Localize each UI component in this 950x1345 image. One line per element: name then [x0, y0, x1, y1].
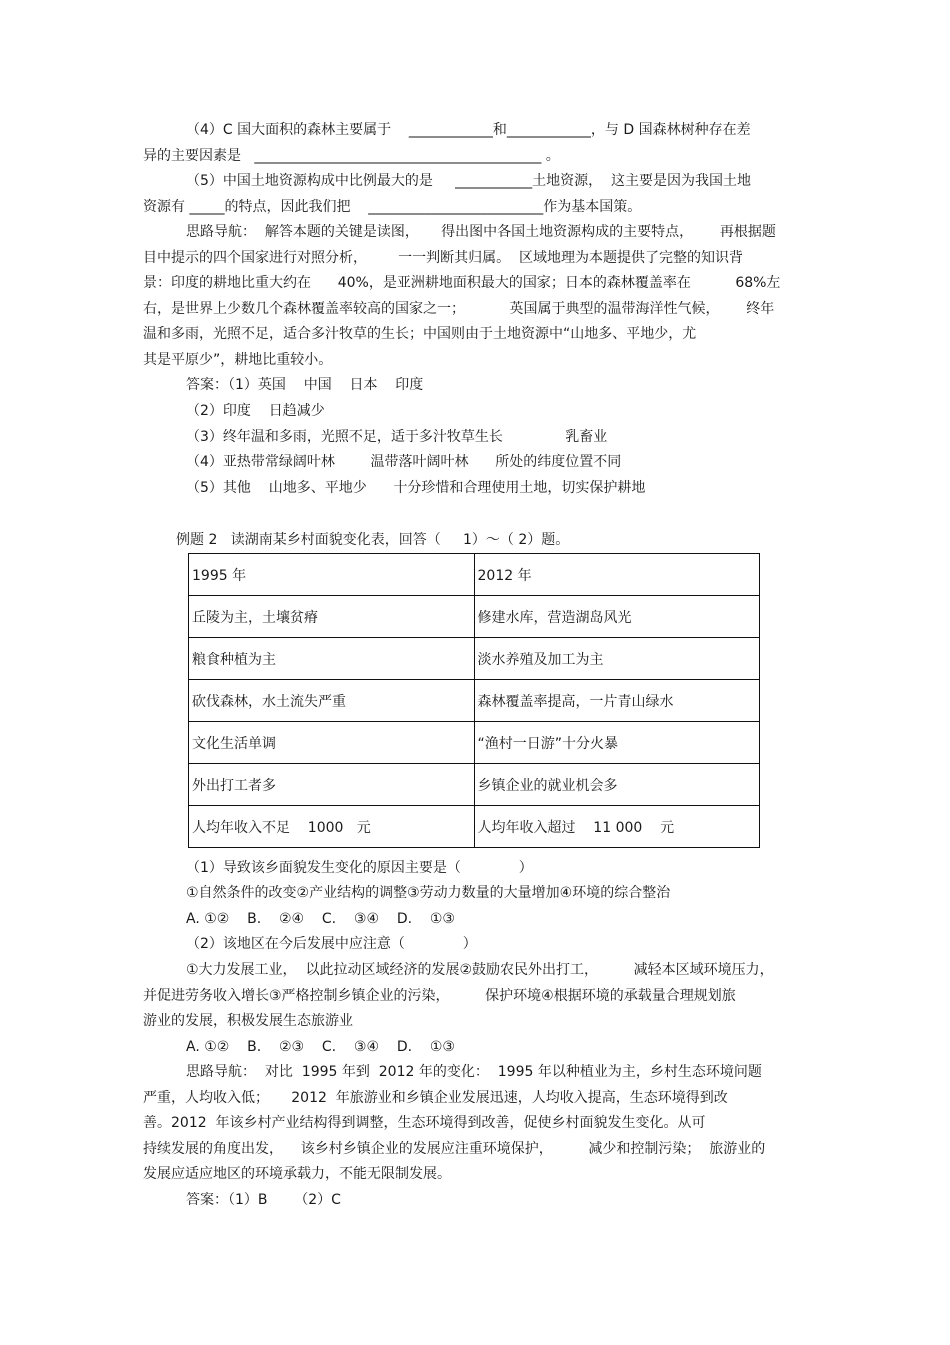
table-row [189, 680, 760, 722]
table-row [189, 554, 760, 596]
text-line: 发展应适应地区的环境承载力，不能无限制发展。 [143, 1166, 451, 1182]
text-line: 异的主要因素是 _________________________________________ 。 [143, 148, 560, 164]
table-cell: 人均年收入超过 11 000 元 [474, 806, 760, 848]
table-row [189, 806, 760, 848]
text-line: 温和多雨，光照不足，适合多汁牧草的生长；中国则由于土地资源中“山地多、平地少，尤 [143, 326, 697, 342]
text-line: A. ①② B. ②④ C. ③④ D. ①③ [186, 911, 455, 927]
table-cell: 粮食种植为主 [189, 638, 475, 680]
table-row [189, 722, 760, 764]
text-line: ①自然条件的改变②产业结构的调整③劳动力数量的大量增加④环境的综合整治 [186, 885, 671, 901]
text-line: （4）亚热带常绿阔叶林 温带落叶阔叶林 所处的纬度位置不同 [186, 454, 622, 470]
village-change-table [188, 553, 760, 848]
table-row [189, 638, 760, 680]
table-cell: 砍伐森林，水土流失严重 [189, 680, 475, 722]
table-cell: 2012 年 [474, 554, 760, 596]
text-line: （5）中国土地资源构成中比例最大的是 ___________土地资源， 这主要是因为我国土地 [186, 173, 752, 189]
table-cell: “渔村一日游”十分火暴 [474, 722, 760, 764]
text-line: 答案：（1）B （2）C [186, 1192, 341, 1208]
table-cell: 森林覆盖率提高，一片青山绿水 [474, 680, 760, 722]
text-line: 资源有 _____的特点，因此我们把 _________________________作为基本国策。 [143, 199, 642, 215]
text-line: 目中提示的四个国家进行对照分析， 一一判断其归属。 区域地理为本题提供了完整的知识背 [143, 250, 744, 266]
text-line: 游业的发展，积极发展生态旅游业 [143, 1013, 353, 1029]
example-2-title: 例题 2 读湖南某乡村面貌变化表，回答（ 1）～（ 2）题。 [176, 532, 570, 548]
table-cell: 丘陵为主，土壤贫瘠 [189, 596, 475, 638]
table-cell: 1995 年 [189, 554, 475, 596]
text-line: （3）终年温和多雨，光照不足，适于多汁牧草生长 乳畜业 [186, 429, 608, 445]
table-cell: 淡水养殖及加工为主 [474, 638, 760, 680]
text-line: （5）其他 山地多、平地少 十分珍惜和合理使用土地，切实保护耕地 [186, 480, 646, 496]
table-row [189, 764, 760, 806]
text-line: 景：印度的耕地比重大约在 40%，是亚洲耕地面积最大的国家；日本的森林覆盖率在 68%左 [143, 275, 781, 291]
text-line: A. ①② B. ②③ C. ③④ D. ①③ [186, 1039, 455, 1055]
text-line: （2）该地区在今后发展中应注意（ ） [186, 936, 477, 952]
text-line: （2）印度 日趋减少 [186, 403, 325, 419]
table-row [189, 596, 760, 638]
text-line: 善。2012 年该乡村产业结构得到调整，生态环境得到改善，促使乡村面貌发生变化。从可 [143, 1115, 706, 1131]
text-line: 思路导航： 解答本题的关键是读图， 得出图中各国土地资源构成的主要特点， 再根据题 [186, 224, 776, 240]
text-line: ①大力发展工业， 以此拉动区域经济的发展②鼓励农民外出打工， 减轻本区域环境压力， [186, 962, 774, 978]
text-line: 其是平原少”，耕地比重较小。 [143, 352, 333, 368]
table-cell: 乡镇企业的就业机会多 [474, 764, 760, 806]
table-cell: 外出打工者多 [189, 764, 475, 806]
table-cell: 人均年收入不足 1000 元 [189, 806, 475, 848]
text-line: 右，是世界上少数几个森林覆盖率较高的国家之一； 英国属于典型的温带海洋性气候， 终年 [143, 301, 775, 317]
text-line: （1）导致该乡面貌发生变化的原因主要是（ ） [186, 860, 533, 876]
text-line: 持续发展的角度出发， 该乡村乡镇企业的发展应注重环境保护， 减少和控制污染； 旅游业的 [143, 1141, 766, 1157]
text-line: 严重，人均收入低； 2012 年旅游业和乡镇企业发展迅速，人均收入提高，生态环境得到改 [143, 1090, 728, 1106]
text-line: （4）C 国大面积的森林主要属于 ____________和____________，与 D 国森林树种存在差 [186, 122, 751, 138]
text-line: 思路导航： 对比 1995 年到 2012 年的变化： 1995 年以种植业为主，乡村生态环境问题 [186, 1064, 762, 1080]
table-cell: 修建水库，营造湖岛风光 [474, 596, 760, 638]
text-line: 并促进劳务收入增长③严格控制乡镇企业的污染， 保护环境④根据环境的承载量合理规划旅 [143, 988, 736, 1004]
text-line: 答案：（1）英国 中国 日本 印度 [186, 377, 424, 393]
table-cell: 文化生活单调 [189, 722, 475, 764]
